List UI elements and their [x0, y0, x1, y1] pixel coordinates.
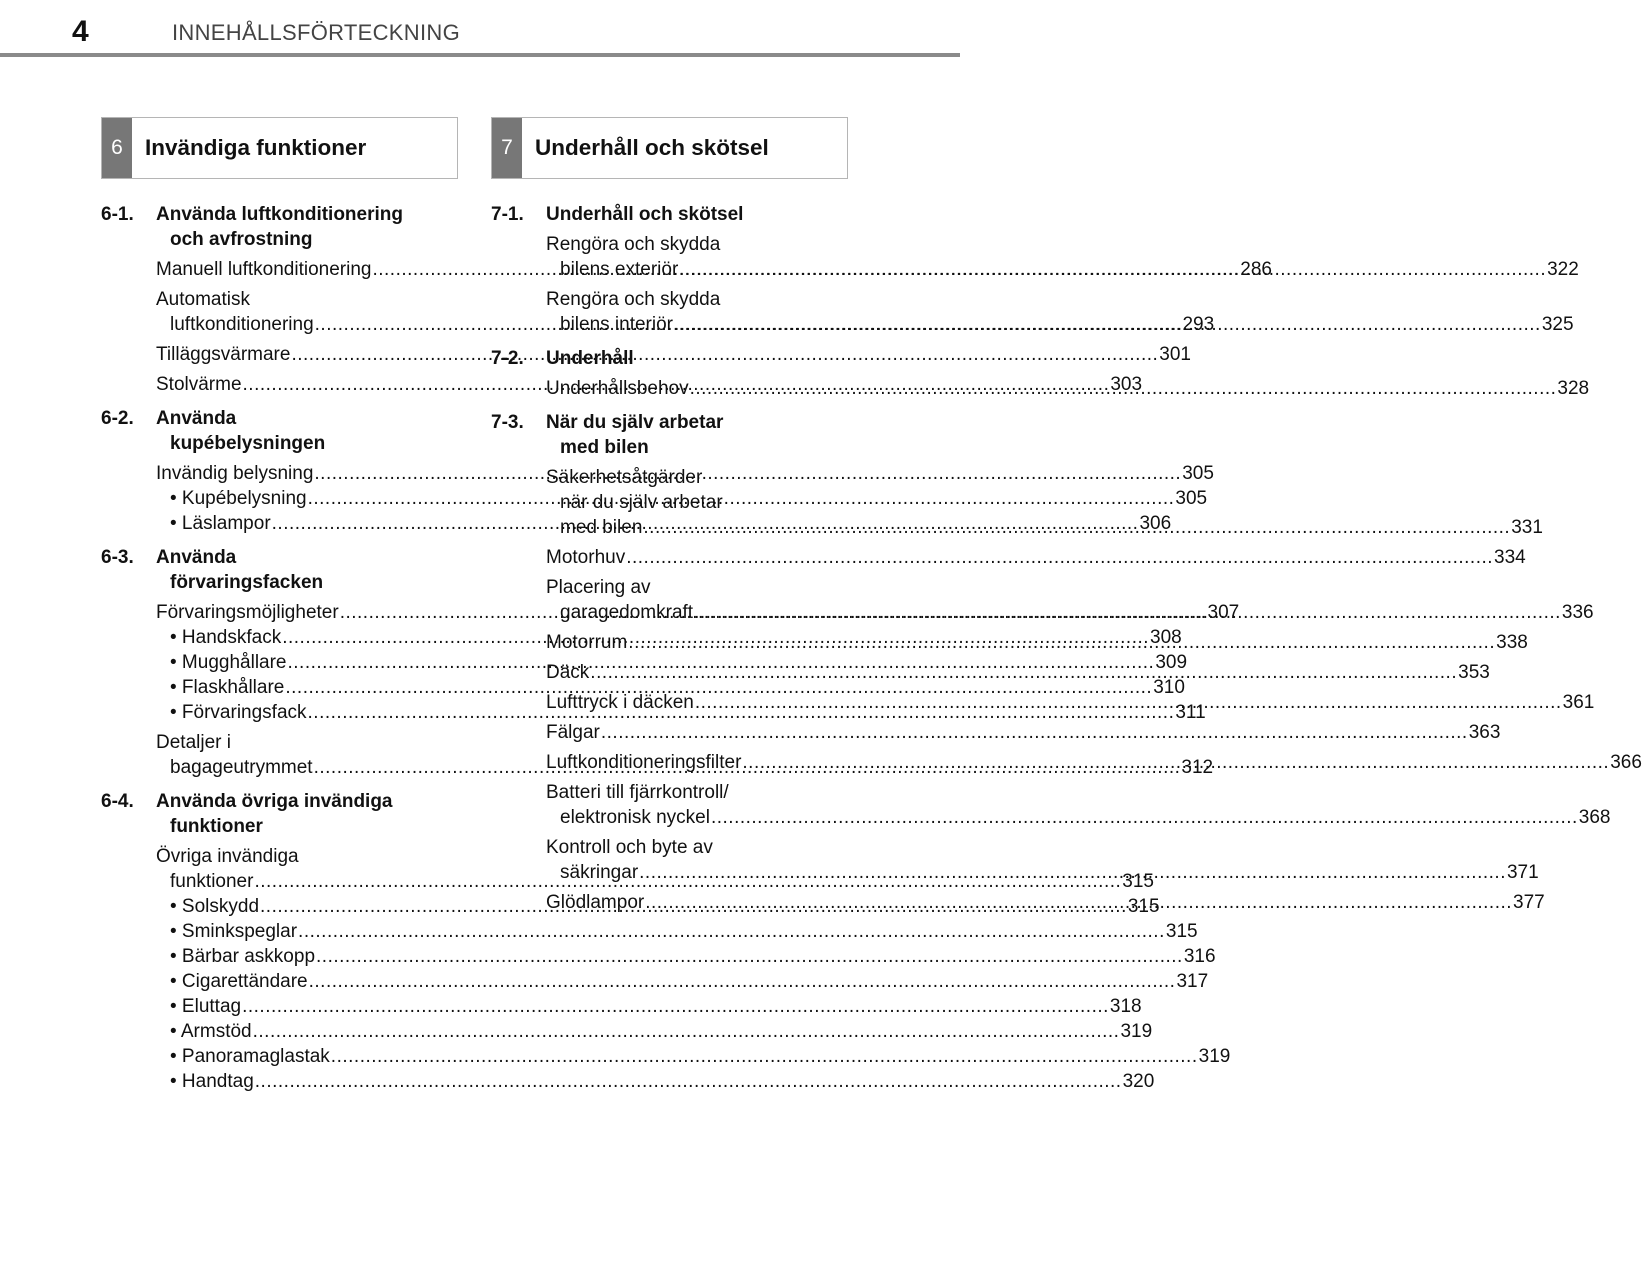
page-ref: 305 — [1175, 488, 1208, 509]
page-ref: 319 — [1120, 1021, 1153, 1042]
subentry-label: • Panoramaglastak — [170, 1046, 330, 1067]
page-ref: 331 — [1511, 517, 1543, 538]
entry-label-cont: bilens interiör — [560, 314, 673, 335]
toc-subentry[interactable] — [101, 1044, 1231, 1069]
entry-label: Rengöra och skydda — [546, 234, 721, 255]
page-ref: 353 — [1458, 662, 1490, 683]
entry-label: Manuell luftkonditionering — [156, 259, 372, 280]
section-title: Använda övriga invändiga — [156, 791, 393, 812]
page-ref: 320 — [1122, 1071, 1155, 1092]
leader-dots — [674, 314, 1541, 335]
section-heading[interactable] — [491, 346, 836, 371]
section-heading[interactable] — [101, 406, 446, 456]
subentry-label: • Bärbar askkopp — [170, 946, 316, 967]
toc-entry[interactable] — [491, 720, 1501, 745]
entry-label: Glödlampor — [546, 892, 645, 913]
page-ref: 338 — [1496, 632, 1528, 653]
section-number: 7-3. — [491, 412, 524, 433]
entry-label: Övriga invändiga — [156, 846, 299, 867]
subentry-label: • Solskydd — [170, 896, 260, 917]
entry-label: Förvaringsmöjligheter — [156, 602, 339, 623]
entry-label-cont: bagageutrymmet — [170, 757, 313, 778]
page-ref: 303 — [1110, 374, 1143, 395]
entry-label: Kontroll och byte av — [546, 837, 713, 858]
chapter-6-box[interactable] — [101, 117, 458, 179]
entry-label: Placering av — [546, 577, 651, 598]
page-ref: 368 — [1578, 807, 1611, 828]
section-title: Använda — [156, 547, 237, 568]
leader-dots — [253, 1019, 1120, 1044]
leader-dots — [639, 862, 1506, 883]
page-ref: 317 — [1176, 971, 1209, 992]
leader-dots — [628, 630, 1495, 655]
leader-dots — [645, 890, 1512, 915]
toc-subentry[interactable] — [101, 1069, 1155, 1094]
entry-label: Underhållsbehov — [546, 378, 689, 399]
section-title: Använda — [156, 408, 237, 429]
page-ref: 301 — [1159, 344, 1191, 365]
section-heading[interactable] — [101, 545, 446, 595]
entry-label: Tilläggsvärmare — [156, 344, 291, 365]
section-number: 6-2. — [101, 408, 134, 429]
section-heading[interactable] — [491, 410, 836, 460]
leader-dots — [679, 259, 1546, 280]
page-ref: 311 — [1175, 702, 1206, 723]
page-ref: 363 — [1468, 722, 1501, 743]
page-ref: 306 — [1139, 513, 1172, 534]
entry-label-cont: elektronisk nyckel — [560, 807, 710, 828]
toc-subentry[interactable] — [101, 969, 1209, 994]
subentry-label: • Förvaringsfack — [170, 702, 307, 723]
leader-dots — [742, 750, 1609, 775]
leader-dots — [255, 1069, 1122, 1094]
entry-label: Rengöra och skydda — [546, 289, 721, 310]
entry-label: Detaljer i — [156, 732, 231, 753]
leader-dots — [331, 1044, 1198, 1069]
leader-dots — [316, 944, 1183, 969]
entry-label: Lufttryck i däcken — [546, 692, 694, 713]
header-title: INNEHÅLLSFÖRTECKNING — [172, 20, 460, 45]
section-title: Underhåll och skötsel — [546, 204, 744, 225]
leader-dots — [298, 919, 1165, 944]
page-ref: 315 — [1165, 921, 1198, 942]
page-ref: 361 — [1562, 692, 1595, 713]
page-ref: 377 — [1513, 892, 1545, 913]
section-number: 7-2. — [491, 348, 524, 369]
page-ref: 319 — [1198, 1046, 1231, 1067]
entry-label: Motorhuv — [546, 547, 626, 568]
page-ref: 316 — [1183, 946, 1216, 967]
chapter-6-title: Invändiga funktioner — [145, 135, 367, 160]
header-rule — [0, 53, 960, 57]
section-number: 7-1. — [491, 204, 524, 225]
entry-label: Automatisk — [156, 289, 250, 310]
subentry-label: • Sminkspeglar — [170, 921, 298, 942]
page-ref: 310 — [1153, 677, 1185, 698]
subentry-label: • Läslampor — [170, 513, 271, 534]
entry-label-cont: säkringar — [560, 862, 639, 883]
toc-subentry[interactable] — [101, 1019, 1153, 1044]
entry-label-cont: luftkonditionering — [170, 314, 314, 335]
toc-subentry[interactable] — [101, 919, 1198, 944]
entry-label: Invändig belysning — [156, 463, 314, 484]
leader-dots — [690, 376, 1557, 401]
page-ref: 334 — [1494, 547, 1526, 568]
page-ref: 328 — [1557, 378, 1590, 399]
toc-subentry[interactable] — [101, 944, 1216, 969]
page-ref: 309 — [1155, 652, 1188, 673]
leader-dots — [590, 660, 1457, 685]
entry-label: Stolvärme — [156, 374, 242, 395]
subentry-label: • Handtag — [170, 1071, 254, 1092]
chapter-7-title: Underhåll och skötsel — [535, 135, 769, 160]
section-heading[interactable] — [101, 789, 446, 839]
entry-label: Batteri till fjärrkontroll/ — [546, 782, 729, 803]
leader-dots — [309, 969, 1176, 994]
entry-label-cont: garagedomkraft — [560, 602, 694, 623]
entry-label-cont: med bilen — [560, 517, 643, 538]
section-heading[interactable] — [101, 202, 446, 252]
leader-dots — [626, 545, 1493, 570]
section-title-cont: förvaringsfacken — [170, 572, 324, 593]
leader-dots — [711, 807, 1578, 828]
section-title: Underhåll — [546, 348, 634, 369]
page-ref: 366 — [1610, 752, 1642, 773]
section-number: 6-1. — [101, 204, 134, 225]
leader-dots — [242, 994, 1109, 1019]
entry-label: Fälgar — [546, 722, 600, 743]
subentry-label: • Handskfack — [170, 627, 282, 648]
section-number: 6-4. — [101, 791, 134, 812]
toc-entry[interactable] — [491, 780, 1611, 830]
leader-dots — [695, 690, 1562, 715]
toc-subentry[interactable] — [101, 675, 1185, 700]
page-ref: 293 — [1182, 314, 1215, 335]
section-title: När du själv arbetar — [546, 412, 724, 433]
subentry-label: • Mugghållare — [170, 652, 287, 673]
page-ref: 315 — [1122, 871, 1154, 892]
section-title-cont: funktioner — [170, 816, 263, 837]
entry-label-cont: när du själv arbetar — [560, 492, 723, 513]
subentry-label: • Armstöd — [170, 1021, 252, 1042]
page-ref: 308 — [1150, 627, 1182, 648]
page-ref: 305 — [1182, 463, 1214, 484]
page-ref: 307 — [1207, 602, 1240, 623]
section-heading[interactable] — [491, 202, 836, 227]
section-title-cont: kupébelysningen — [170, 433, 326, 454]
page-number: 4 — [72, 15, 89, 48]
subentry-label: • Flaskhållare — [170, 677, 285, 698]
toc-subentry[interactable] — [101, 994, 1142, 1019]
leader-dots — [601, 720, 1468, 745]
page-ref: 336 — [1561, 602, 1594, 623]
entry-label: Luftkonditioneringsfilter — [546, 752, 742, 773]
leader-dots — [694, 602, 1561, 623]
section-title-cont: med bilen — [560, 437, 649, 458]
subentry-label: • Eluttag — [170, 996, 242, 1017]
chapter-6-tab: 6 — [102, 118, 132, 178]
page-ref: 371 — [1506, 862, 1539, 883]
entry-label-cont: funktioner — [170, 871, 254, 892]
entry-label: Däck — [546, 662, 590, 683]
entry-label: Motorrum — [546, 632, 628, 653]
page-ref: 315 — [1127, 896, 1160, 917]
subentry-label: • Kupébelysning — [170, 488, 307, 509]
page-ref: 318 — [1109, 996, 1142, 1017]
page-ref: 286 — [1240, 259, 1272, 280]
leader-dots — [643, 517, 1510, 538]
page-ref: 312 — [1181, 757, 1214, 778]
section-title-cont: och avfrostning — [170, 229, 313, 250]
chapter-7-box[interactable] — [491, 117, 848, 179]
chapter-7-tab: 7 — [492, 118, 522, 178]
page-ref: 322 — [1547, 259, 1579, 280]
entry-label: Säkerhetsåtgärder — [546, 467, 703, 488]
page-ref: 325 — [1541, 314, 1574, 335]
section-number: 6-3. — [101, 547, 134, 568]
subentry-label: • Cigarettändare — [170, 971, 308, 992]
entry-label-cont: bilens exteriör — [560, 259, 679, 280]
page-header — [0, 0, 960, 58]
toc-entry[interactable] — [491, 545, 1526, 570]
section-title: Använda luftkonditionering — [156, 204, 403, 225]
